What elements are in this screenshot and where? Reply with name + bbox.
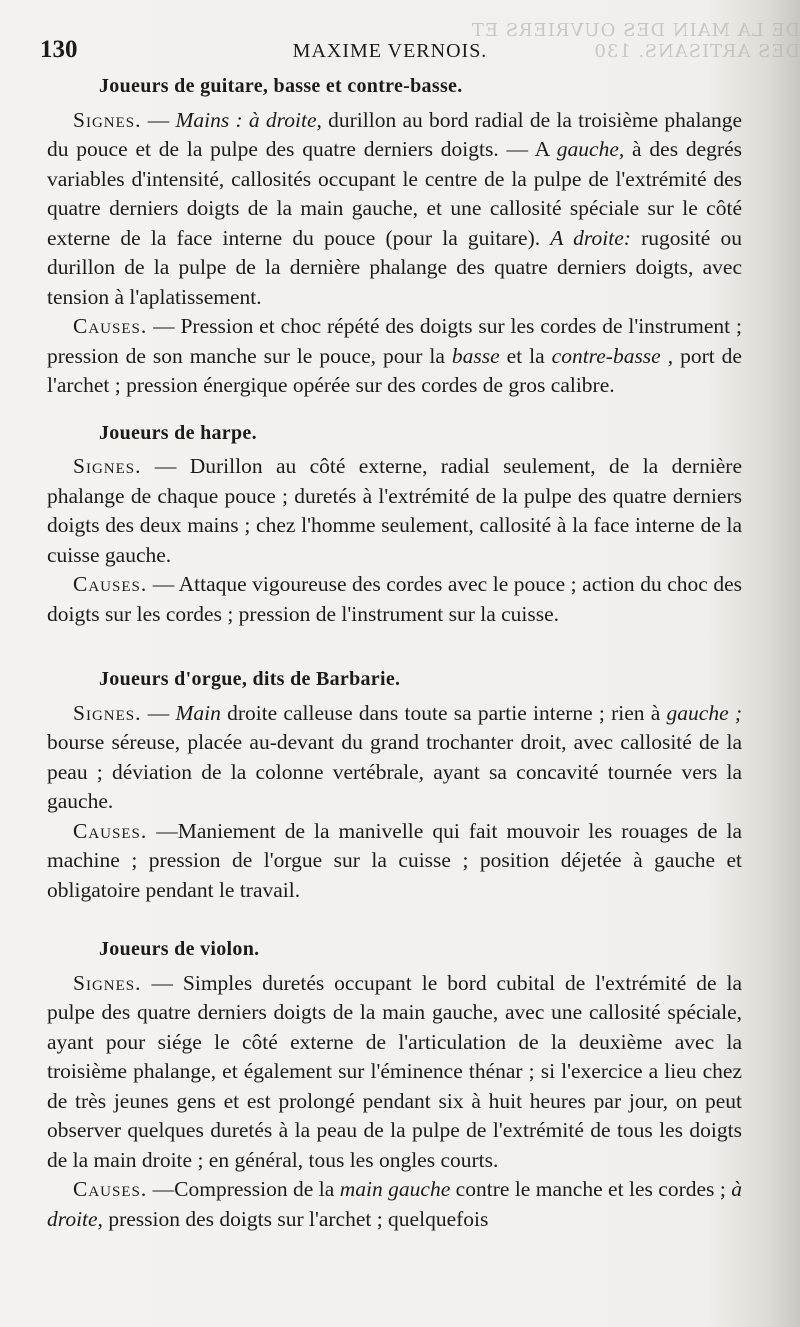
causes-paragraph: Causes. — Pression et choc répété des doigts sur les cordes de l'instrument ; pression de son manche sur le pouce, pour la basse et la contre-basse , port de l'archet ; pression énergique opérée sur des cordes de gros calibre. [47, 314, 742, 397]
signes-paragraph: Signes. — Mains : à droite, durillon au bord radial de la troisième phalange du pouce et de la pulpe des quatre derniers doigts. — A gauche, à des degrés variables d'intensité, callosités occupant le centre de la pulpe de l'extrémité des quatre derniers doigts de la main gauche, et une callosité spéciale sur le côté externe de la face interne du pouce (pour la guitare). A droite: rugosité ou durillon de la pulpe de la dernière phalange des quatre derniers doigts, avec tension à l'aplatissement. [47, 107, 743, 309]
causes-paragraph: Causes. — Attaque vigoureuse des cordes avec le pouce ; action du choc des doigts sur les cordes ; pression de l'instrument sur la cuisse. [47, 572, 742, 626]
bleed-through-text: DE LA MAIN DES OUVRIERS ET DES ARTISANS. 130 [470, 20, 800, 62]
section-guitare [47, 72, 742, 401]
section-title: Joueurs de guitare, basse et contre-basse. [99, 75, 463, 97]
causes-label: Causes. [73, 1177, 148, 1201]
section-violon [47, 935, 742, 1234]
causes-paragraph: Causes. —Compression de la main gauche contre le manche et les cordes ; à droite, pression des doigts sur l'archet ; quelquefois [47, 1177, 742, 1231]
page-body [47, 72, 742, 1234]
causes-label: Causes. [73, 572, 148, 596]
signes-label: Signes. [73, 454, 142, 478]
section-title: Joueurs de harpe. [99, 421, 257, 444]
section-title: Joueurs d'orgue, dits de Barbarie. [99, 668, 401, 690]
page-header [40, 36, 740, 66]
causes-label: Causes. [73, 314, 148, 338]
signes-paragraph: Signes. — Simples duretés occupant le bord cubital de l'extrémité de la pulpe des quatre derniers doigts de la main gauche, avec une callosité spéciale, ayant pour siége le côté externe de l'articulation de la deuxième avec la troisième phalange, et également sur l'éminence thénar ; si l'exercice a lieu chez de très jeunes gens et est prolongé pendant six à huit heures par jour, on peut observer quelques duretés à la peau de la pulpe de l'extrémité de tous les doigts de la main droite ; en général, tous les ongles courts. [47, 970, 742, 1172]
page-number: 130 [40, 36, 78, 63]
signes-label: Signes. [73, 970, 142, 995]
signes-paragraph: Signes. — Main droite calleuse dans toute sa partie interne ; rien à gauche ; bourse séreuse, placée au-devant du grand trochanter droit, avec callosité de la peau ; déviation de la colonne vertébrale, ayant sa concavité tournée vers la gauche. [47, 700, 742, 813]
section-harpe [47, 419, 742, 630]
causes-paragraph: Causes. —Maniement de la manivelle qui fait mouvoir les rouages de la machine ; pression de l'orgue sur la cuisse ; position déjetée à gauche et obligatoire pendant le travail. [47, 818, 742, 902]
signes-label: Signes. [73, 700, 142, 725]
signes-label: Signes. [73, 107, 142, 132]
running-head: MAXIME VERNOIS. [292, 40, 488, 62]
section-orgue [47, 665, 742, 905]
causes-label: Causes. [73, 818, 148, 843]
section-title: Joueurs de violon. [99, 938, 260, 960]
signes-paragraph: Signes. — Durillon au côté externe, radial seulement, de la dernière phalange de chaque pouce ; duretés à l'extrémité de la pulpe des quatre derniers doigts des deux mains ; chez l'homme seulement, callosité à la face interne de la cuisse gauche. [47, 454, 742, 567]
